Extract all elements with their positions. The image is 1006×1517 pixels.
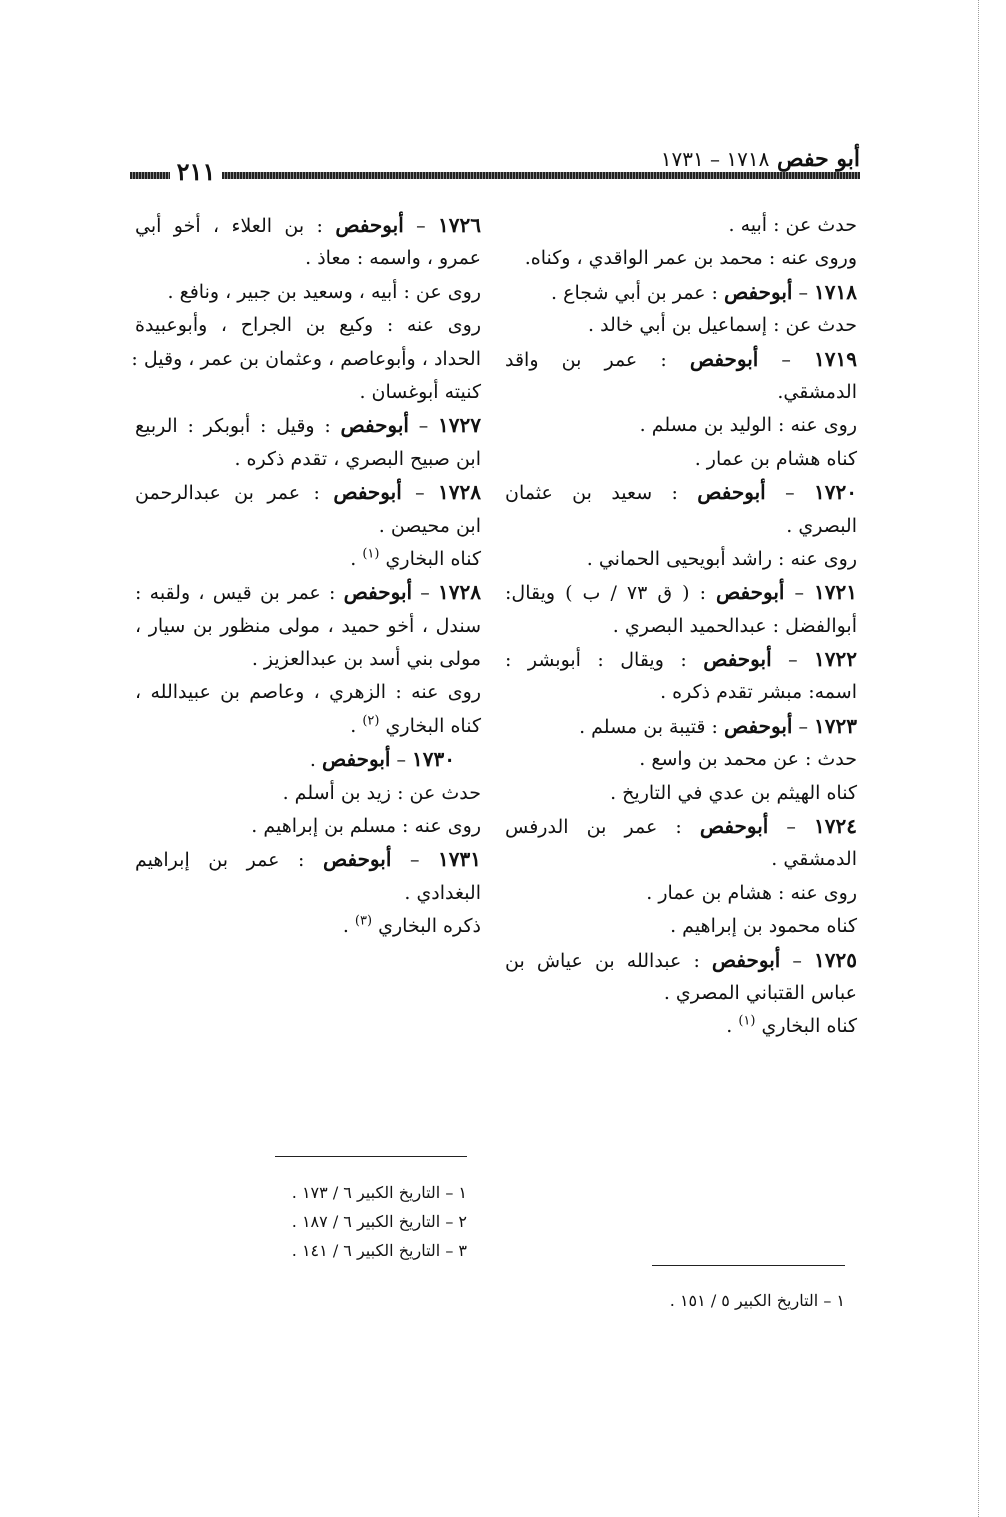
running-title <box>661 148 860 170</box>
text-line <box>135 510 481 543</box>
entry-kunya: أبوحفص <box>697 480 766 505</box>
text-line <box>505 777 857 810</box>
line-text-tail: . <box>342 915 355 938</box>
left-text-column <box>131 209 481 944</box>
line-text: : قتيبة بن مسلم . <box>579 715 724 738</box>
line-text: كناه الهيثم بن عدي في التاريخ . <box>610 781 857 804</box>
text-line <box>135 276 481 309</box>
footnote-reference: (٣) <box>354 913 373 929</box>
line-text: حدث عن : إسماعيل بن أبي خالد . <box>587 314 857 337</box>
line-text: كناه محمود بن إبراهيم . <box>670 915 857 938</box>
footnote-separator-right <box>652 1265 845 1266</box>
line-text-tail: . <box>726 1015 739 1038</box>
header-rule-end <box>130 172 170 179</box>
text-line <box>135 309 481 342</box>
page-number: ٢١١ <box>176 157 216 186</box>
text-line <box>135 376 481 409</box>
entry-number: ١٧٣٠ <box>412 747 455 772</box>
line-text: كناه البخاري <box>379 714 481 737</box>
entry-number: ١٧٢٥ <box>814 947 857 972</box>
line-text: : عمر بن قيس ، ولقبه : <box>135 582 344 605</box>
line-text: : عمر بن أبي شجاع . <box>551 281 724 304</box>
entry-number: ١٧٢٧ <box>438 413 481 438</box>
entry-number: ١٧٢١ <box>814 580 857 605</box>
entry-dash: – <box>780 949 815 972</box>
entry-heading-line <box>135 743 481 776</box>
entry-kunya: أبوحفص <box>724 279 793 304</box>
text-line <box>505 543 857 576</box>
line-text: سندل ، أخو حميد ، مولى منظور بن سيار ، <box>135 614 481 637</box>
line-text: حدث عن : أبيه . <box>728 214 857 236</box>
line-text: : عمر بن عبدالرحمن <box>135 482 334 505</box>
entry-kunya: أبوحفص <box>689 346 759 371</box>
line-text: روى عن : أبيه ، وسعيد بن جبير ، ونافع . <box>167 280 481 303</box>
footnotes-left <box>200 1178 467 1265</box>
line-text: كناه البخاري <box>379 547 481 570</box>
entry-number: ١٧٢٣ <box>814 713 857 738</box>
entry-dash: – <box>771 649 815 672</box>
line-text: الدمشقي . <box>771 848 857 871</box>
entry-heading-line <box>135 409 481 442</box>
entry-heading-line <box>135 209 481 242</box>
text-line <box>135 676 481 709</box>
line-text: روى عنه : مسلم بن إبراهيم . <box>251 815 481 838</box>
line-text: البغدادي . <box>404 881 481 904</box>
line-text: وروى عنه : محمد بن عمر الواقدي ، وكناه. <box>524 247 857 270</box>
entry-kunya: أبوحفص <box>724 713 793 738</box>
text-line <box>505 409 857 442</box>
entry-heading-line <box>135 843 481 876</box>
line-text: الدمشقي. <box>777 380 857 403</box>
entry-number: ١٧٣١ <box>438 847 481 872</box>
text-line <box>505 977 857 1010</box>
text-line <box>135 877 481 910</box>
line-text: حدث عن : زيد بن أسلم . <box>282 781 481 804</box>
line-text: روى عنه : الوليد بن مسلم . <box>639 414 857 437</box>
page-header <box>130 146 860 186</box>
line-text: اسمه: مبشر تقدم ذكره . <box>660 681 857 704</box>
entry-dash: – <box>390 749 413 772</box>
entry-number: ١٧١٩ <box>814 346 857 371</box>
entry-kunya: أبوحفص <box>343 580 413 605</box>
line-text: : عمر بن الدرفس <box>505 816 700 839</box>
entry-dash: – <box>412 582 439 605</box>
entry-number: ١٧٢٢ <box>814 647 857 672</box>
entry-dash: – <box>391 849 439 872</box>
entry-kunya: أبوحفص <box>340 413 409 438</box>
line-text: : سعيد بن عثمان <box>505 482 698 505</box>
footnote: ٣ – التاريخ الكبير ٦ / ١٤١ . <box>291 1241 467 1260</box>
line-text-tail: . <box>350 547 363 570</box>
entry-dash: – <box>784 582 815 605</box>
line-text: : عمر بن إبراهيم <box>135 849 323 872</box>
text-line <box>135 910 481 943</box>
text-line <box>505 309 857 342</box>
text-line <box>135 710 481 743</box>
line-text: أبوالفضل : عبدالحميد البصري . <box>612 614 857 637</box>
line-text: كنيته أبوغسان . <box>359 380 481 403</box>
text-line <box>505 910 857 943</box>
entry-number: ١٧٢٤ <box>814 814 857 839</box>
text-line <box>505 242 857 275</box>
line-text: . <box>309 749 322 772</box>
text-line <box>505 510 857 543</box>
entry-kunya: أبوحفص <box>333 480 402 505</box>
text-line <box>135 777 481 810</box>
entry-kunya: أبوحفص <box>322 847 392 872</box>
text-line <box>135 810 481 843</box>
entry-kunya: أبوحفص <box>335 213 404 237</box>
text-line <box>135 610 481 643</box>
entry-heading-line <box>135 576 481 609</box>
text-line <box>505 843 857 876</box>
footnote: ٢ – التاريخ الكبير ٦ / ١٨٧ . <box>291 1212 467 1231</box>
entry-number: ١٧٢٨ <box>438 580 481 605</box>
line-text: كناه البخاري <box>755 1015 857 1038</box>
text-line <box>505 443 857 476</box>
text-line <box>505 676 857 709</box>
line-text: مولى بني أسد بن عبدالعزيز . <box>251 648 481 671</box>
entry-heading-line <box>505 810 857 843</box>
text-line <box>135 643 481 676</box>
entry-number: ١٧١٨ <box>814 279 857 304</box>
entry-heading-line <box>505 710 857 743</box>
line-text: روى عنه : الزهري ، وعاصم بن عبيدالله ، <box>135 681 481 704</box>
line-text: حدث : عن محمد بن واسع . <box>639 748 857 771</box>
entry-number: ١٧٢٦ <box>438 213 481 237</box>
footnote-separator-left <box>275 1156 467 1157</box>
line-text: : ويقال : أبوبشر : <box>505 649 704 672</box>
text-line <box>505 209 857 242</box>
line-text: عمرو ، واسمه : معاذ . <box>305 247 481 270</box>
footnote-reference: (٢) <box>362 713 380 729</box>
line-text: ابن صبيح البصري ، تقدم ذكره . <box>234 447 481 470</box>
text-line <box>135 443 481 476</box>
entry-dash: – <box>765 482 815 505</box>
line-text: : وقيل : أبوبكر : الربيع <box>135 415 341 438</box>
entry-dash: – <box>403 215 439 237</box>
line-text-tail: . <box>350 714 363 737</box>
line-text: روى عنه : راشد أبويحيى الحماني . <box>586 547 857 570</box>
entry-kunya: أبوحفص <box>716 580 785 605</box>
entry-kunya: أبوحفص <box>699 814 769 839</box>
page-edge-dotted-line <box>978 0 979 1517</box>
line-text: روى عنه : وكيع بن الجراح ، وأبوعبيدة <box>135 314 481 337</box>
entry-dash: – <box>792 281 815 304</box>
entry-heading-line <box>505 643 857 676</box>
line-text: الحداد ، وأبوعاصم ، وعثمان بن عمر ، وقيل : <box>131 347 481 370</box>
text-line <box>505 1010 857 1043</box>
line-text: : ( ق ٧٣ / ب ) ويقال: <box>505 582 717 605</box>
text-line <box>505 610 857 643</box>
footnote: ١ – التاريخ الكبير ٥ / ١٥١ . <box>669 1291 845 1310</box>
entry-dash: – <box>758 348 815 371</box>
text-line <box>505 743 857 776</box>
text-line <box>505 877 857 910</box>
entry-dash: – <box>792 715 815 738</box>
entry-dash: – <box>401 482 439 505</box>
footnote: ١ – التاريخ الكبير ٦ / ١٧٣ . <box>291 1183 467 1202</box>
right-text-column <box>505 209 857 1044</box>
entry-heading-line <box>505 944 857 977</box>
line-text: : بن العلاء ، أخو أبي <box>135 215 336 237</box>
entry-heading-line <box>505 343 857 376</box>
running-title-text: أبو حفص <box>777 146 860 172</box>
entry-heading-line <box>505 576 857 609</box>
text-line <box>135 242 481 275</box>
entry-number: ١٧٢٨ <box>438 480 481 505</box>
entry-heading-line <box>505 476 857 509</box>
line-text: كناه هشام بن عمار . <box>694 447 857 470</box>
entry-range: ١٧١٨ – ١٧٣١ <box>660 147 770 171</box>
entry-kunya: أبوحفص <box>711 947 781 972</box>
entry-heading-line <box>135 476 481 509</box>
text-line <box>505 376 857 409</box>
text-line <box>131 343 481 376</box>
text-line <box>135 543 481 576</box>
line-text: عباس القتباني المصري . <box>663 981 857 1004</box>
entry-kunya: أبوحفص <box>322 747 391 772</box>
header-rule <box>222 172 860 179</box>
line-text: ابن محيصن . <box>378 514 481 537</box>
footnote-reference: (١) <box>362 546 380 562</box>
entry-heading-line <box>505 276 857 309</box>
entry-number: ١٧٢٠ <box>814 480 857 505</box>
line-text: روى عنه : هشام بن عمار . <box>646 881 857 904</box>
line-text: ذكره البخاري <box>372 915 481 938</box>
footnotes-right <box>560 1286 845 1315</box>
entry-kunya: أبوحفص <box>703 647 772 672</box>
line-text: البصري . <box>786 514 857 537</box>
line-text: : عبدالله بن عياش بن <box>505 949 712 972</box>
footnote-reference: (١) <box>738 1014 756 1030</box>
entry-dash: – <box>768 816 815 839</box>
line-text: : عمر بن واقد <box>505 348 690 371</box>
entry-dash: – <box>408 415 439 438</box>
